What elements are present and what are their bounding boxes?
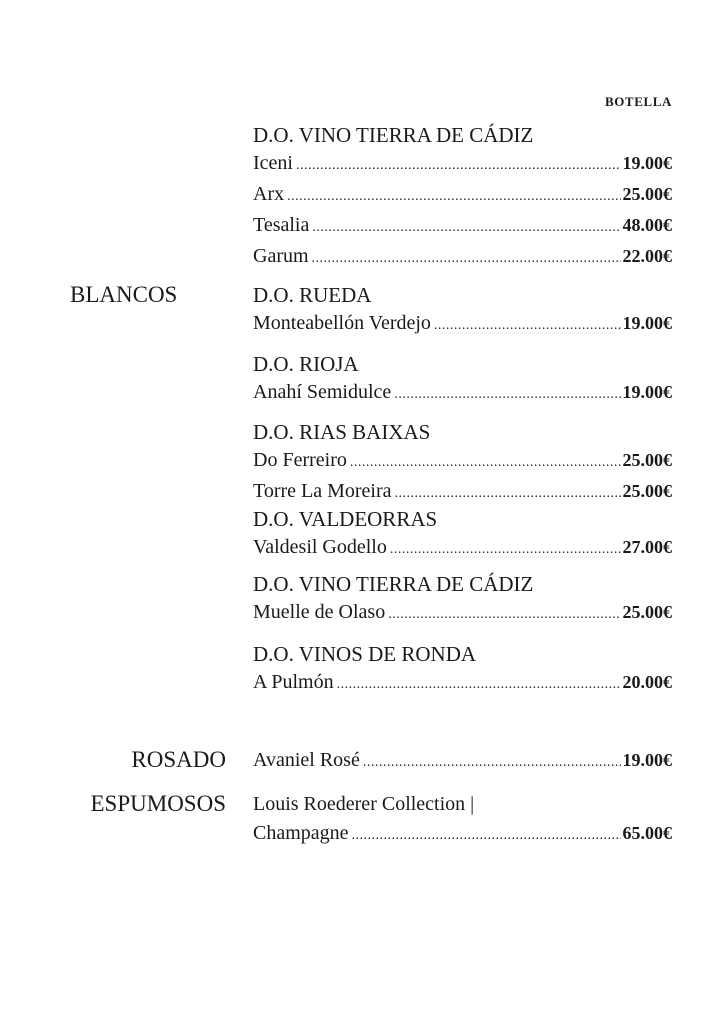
wine-price: 19.00€ xyxy=(622,153,672,173)
wine-price: 65.00€ xyxy=(622,823,672,843)
dot-leader xyxy=(337,670,621,699)
dot-leader xyxy=(388,600,620,629)
wine-row-arx xyxy=(253,180,672,211)
region-title: D.O. RIAS BAIXAS xyxy=(253,420,431,444)
wine-row-valdesil xyxy=(253,533,672,564)
wine-name: Anahí Semidulce xyxy=(253,381,392,403)
region-group-rueda xyxy=(253,282,672,340)
wine-price: 19.00€ xyxy=(622,750,672,770)
wine-name: Do Ferreiro xyxy=(253,449,347,471)
category-blancos: BLANCOS xyxy=(70,282,178,307)
wine-name: Avaniel Rosé xyxy=(253,749,360,771)
region-title: D.O. RUEDA xyxy=(253,283,372,307)
region-group-ronda xyxy=(253,641,672,699)
wine-price: 27.00€ xyxy=(622,537,672,557)
wine-price: 20.00€ xyxy=(622,672,672,692)
dot-leader xyxy=(350,448,621,477)
wine-name: Torre La Moreira xyxy=(253,480,392,502)
dot-leader xyxy=(287,182,620,211)
dot-leader xyxy=(395,479,621,508)
dot-leader xyxy=(312,213,620,242)
wine-name: Monteabellón Verdejo xyxy=(253,312,431,334)
wine-row-avaniel-rose xyxy=(253,746,672,777)
region-group-cadiz-1 xyxy=(253,122,672,273)
wine-name: A Pulmón xyxy=(253,671,334,693)
wine-row-torre-la-moreira xyxy=(253,477,672,508)
wine-row-tesalia xyxy=(253,211,672,242)
wine-name-line-1: Louis Roederer Collection | xyxy=(253,793,475,815)
wine-name: Tesalia xyxy=(253,214,310,236)
region-group-rias-baixas xyxy=(253,419,672,508)
region-title: D.O. VINOS DE RONDA xyxy=(253,642,477,666)
wine-name: Champagne xyxy=(253,822,349,844)
wine-name: Valdesil Godello xyxy=(253,536,387,558)
region-group-rioja xyxy=(253,351,672,409)
dot-leader xyxy=(394,380,620,409)
wine-price: 19.00€ xyxy=(622,382,672,402)
dot-leader xyxy=(390,535,621,564)
wine-row-louis-roederer xyxy=(253,819,672,850)
wine-price: 19.00€ xyxy=(622,313,672,333)
wine-name: Iceni xyxy=(253,152,293,174)
wine-row-muelle-de-olaso xyxy=(253,598,672,629)
dot-leader xyxy=(434,311,621,340)
dot-leader xyxy=(312,244,621,273)
region-group-valdeorras xyxy=(253,506,672,564)
wine-row-monteabellon xyxy=(253,309,672,340)
wine-price: 25.00€ xyxy=(622,450,672,470)
dot-leader xyxy=(363,748,621,777)
rosado-group xyxy=(253,746,672,777)
category-espumosos: ESPUMOSOS xyxy=(90,791,226,816)
wine-row-iceni xyxy=(253,149,672,180)
region-title: D.O. VINO TIERRA DE CÁDIZ xyxy=(253,572,534,596)
region-title: D.O. VALDEORRAS xyxy=(253,507,438,531)
column-header-botella: BOTELLA xyxy=(604,94,672,109)
wine-name: Arx xyxy=(253,183,285,205)
wine-row-do-ferreiro xyxy=(253,446,672,477)
region-title: D.O. RIOJA xyxy=(253,352,359,376)
wine-price: 48.00€ xyxy=(622,215,672,235)
espumosos-group xyxy=(253,789,672,850)
wine-row-a-pulmon xyxy=(253,668,672,699)
wine-price: 25.00€ xyxy=(622,602,672,622)
dot-leader xyxy=(296,151,621,180)
region-title: D.O. VINO TIERRA DE CÁDIZ xyxy=(253,123,534,147)
wine-name: Muelle de Olaso xyxy=(253,601,386,623)
category-rosado: ROSADO xyxy=(131,747,226,772)
wine-name: Garum xyxy=(253,245,309,267)
wine-price: 25.00€ xyxy=(622,184,672,204)
wine-price: 22.00€ xyxy=(622,246,672,266)
dot-leader xyxy=(352,821,621,850)
wine-row-garum xyxy=(253,242,672,273)
wine-price: 25.00€ xyxy=(622,481,672,501)
region-group-cadiz-2 xyxy=(253,571,672,629)
wine-row-anahi xyxy=(253,378,672,409)
